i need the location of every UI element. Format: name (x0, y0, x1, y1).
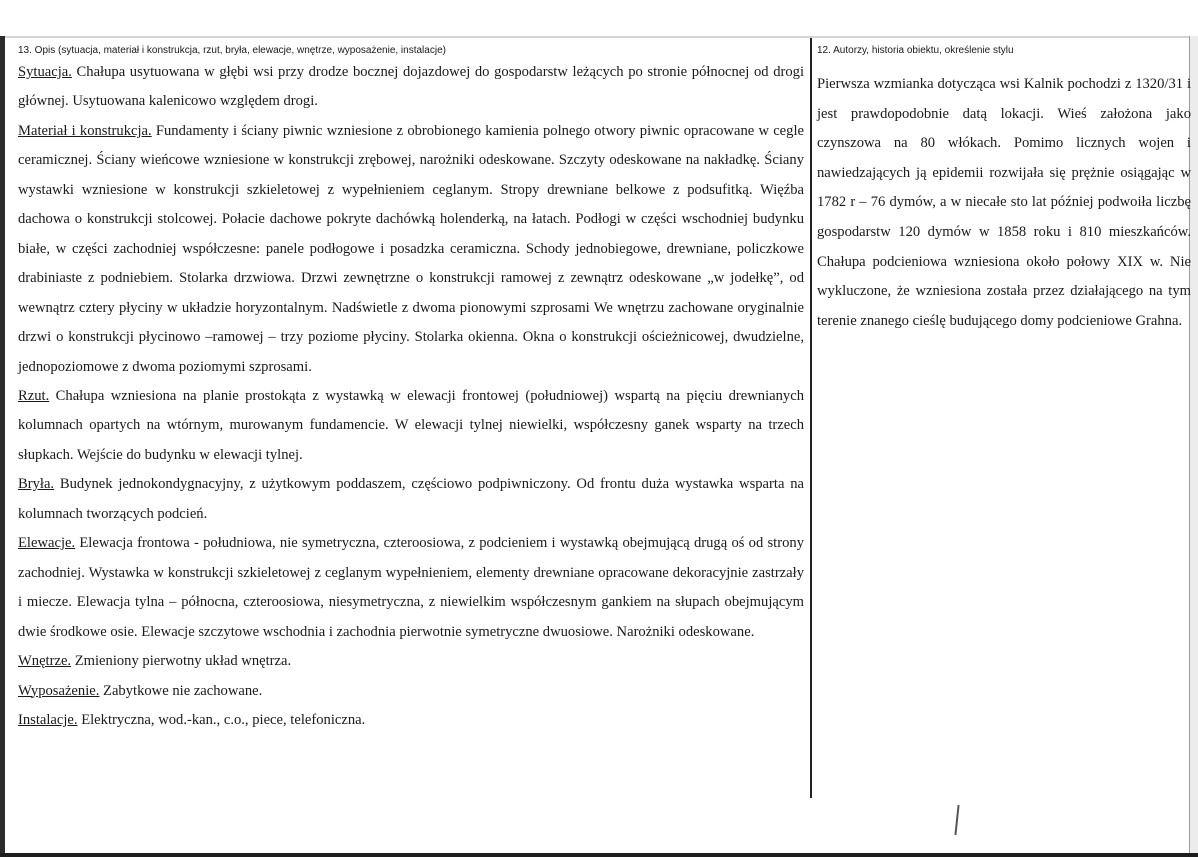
description-header: 13. Opis (sytuacja, materiał i konstrukcja, rzut, bryła, elewacje, wnętrze, wyposażenie, instalacje) (18, 45, 446, 56)
description-column (18, 58, 804, 735)
section-label: Bryła. (18, 476, 55, 493)
history-header: 12. Autorzy, historia obiektu, określenie stylu (817, 45, 1014, 56)
section-bryla (18, 470, 804, 529)
history-text: Pierwsza wzmianka dotycząca wsi Kalnik pochodzi z 1320/31 i jest prawdopodobnie datą lokacji. Wieś założona jako czynszowa na 80 włókach. Pomimo licznych wojen i nawiedzających ją epidemii rozwijała się prężnie osiągając w 1782 r – 76 dymów, a w niecałe sto lat później podwoiła liczbę gospodarstw 120 dymów w 1858 roku i 810 mieszkańców. Chałupa podcieniowa wzniesiona około połowy XIX w. Nie wykluczone, że wzniesiona została przez działającego na tym terenie znanego cieślę budującego domy podcieniowe Grahna. (817, 76, 1191, 329)
section-elewacje (18, 529, 804, 647)
section-label: Wnętrze. (18, 653, 72, 670)
section-label: Materiał i konstrukcja. (18, 122, 152, 139)
section-sytuacja (18, 58, 804, 117)
section-text: Chałupa wzniesiona na planie prostokąta z wystawką w elewacji frontowej (południowej) wspartą na pięciu drewnianych kolumnach opartych na wtórnym, murowanym fundamencie. W elewacji tylnej niewielki, współczesny ganek wsparty na trzech słupkach. Wejście do budynku w elewacji tylnej. (18, 387, 804, 463)
section-label: Elewacje. (18, 535, 76, 552)
section-instalacje (18, 706, 804, 735)
scan-top-margin (0, 0, 1198, 38)
section-wyposazenie (18, 677, 804, 706)
scan-bottom-border (0, 853, 1198, 857)
section-wnetrze (18, 647, 804, 676)
section-text: Elewacja frontowa - południowa, nie symetryczna, czteroosiowa, z podcieniem i wystawką obejmującą drugą oś od strony zachodniej. Wystawka w konstrukcji szkieletowej z ceglanym wypełnieniem, elementy drewniane opracowane dekoracyjnie zastrzały i miecze. Elewacja tylna – północna, czteroosiowa, niesymetryczna, z niewielkim współczesnym gankiem na słupach obejmującym dwie środkowe osie. Elewacje szczytowe wschodnia i zachodnia pierwotnie symetryczne dwuosiowe. Narożniki odeskowane. (18, 535, 804, 640)
column-divider (810, 38, 812, 798)
section-rzut (18, 382, 804, 470)
section-text: Elektryczna, wod.-kan., c.o., piece, telefoniczna. (77, 711, 366, 728)
section-text: Chałupa usytuowana w głębi wsi przy drodze bocznej dojazdowej do gospodarstw leżących po stronie północnej od drogi głównej. Usytuowana kalenicowo względem drogi. (18, 64, 804, 110)
section-text: Fundamenty i ściany piwnic wzniesione z obrobionego kamienia polnego otwory piwnic opracowane w cegle ceramicznej. Ściany wieńcowe wzniesione w konstrukcji zrębowej, narożniki odeskowane. Szczyty odeskowane na nakładkę. Ściany wystawki wzniesione w konstrukcji szkieletowej z wypełnieniem ceglanym. Stropy drewniane belkowe z podsufitką. Więźba dachowa o konstrukcji stolcowej. Połacie dachowe pokryte dachówką holenderką, na łatach. Podłogi w części wschodniej budynku białe, w części zachodniej współczesne: panele podłogowe i posadzka ceramiczna. Schody jednobiegowe, drewniane, policzkowe drabiniaste z podniebiem. Stolarka drzwiowa. Drzwi zewnętrzne o konstrukcji ramowej z zewnątrz odeskowane „w jodełkę”, od wewnątrz cztery płyciny w układzie horyzontalnym. Nadświetle z dwoma pionowymi szprosami We wnętrzu zachowane oryginalnie drzwi o konstrukcji płycinowo –ramowej – trzy poziome płyciny. Stolarka okienna. Okna o konstrukcji ościeżnicowej, dwudzielne, jednopoziomowe z dwoma poziomymi szprosami. (18, 122, 804, 375)
section-material (18, 117, 804, 382)
section-label: Wyposażenie. (18, 682, 100, 699)
section-text: Zabytkowe nie zachowane. (99, 682, 263, 699)
pen-mark (954, 805, 959, 835)
section-label: Sytuacja. (18, 64, 72, 80)
section-label: Rzut. (18, 387, 50, 404)
section-text: Budynek jednokondygnacyjny, z użytkowym poddaszem, częściowo podpiwniczony. Od frontu duża wystawka wsparta na kolumnach tworzących podcień. (18, 476, 804, 522)
scan-left-border (0, 36, 5, 857)
section-label: Instalacje. (18, 711, 78, 728)
section-text: Zmieniony pierwotny układ wnętrza. (71, 653, 292, 670)
history-column (817, 70, 1191, 336)
